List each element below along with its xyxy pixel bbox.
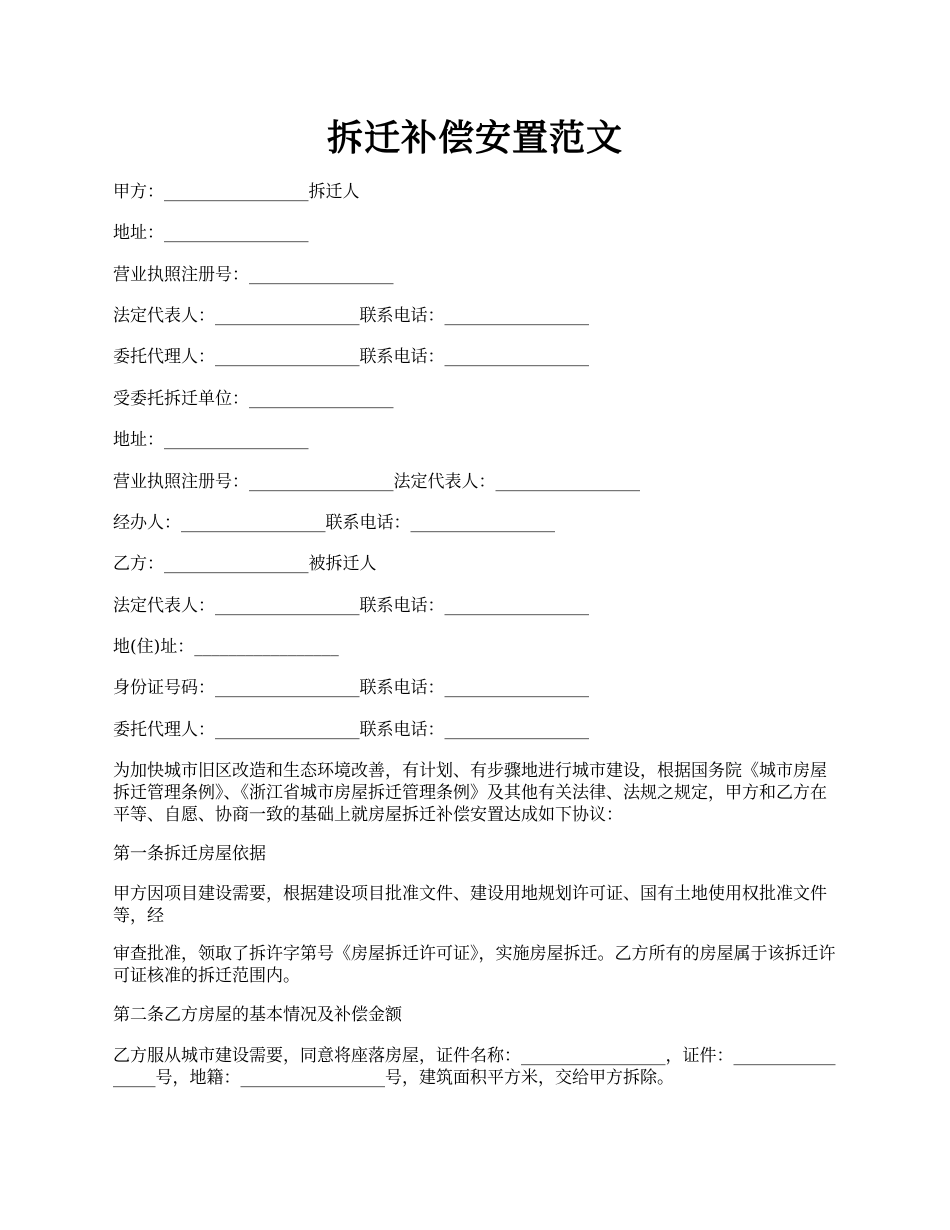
party-b-legal-rep-line: 法定代表人：_________________联系电话：_________________ xyxy=(113,596,589,616)
article-2-heading: 第二条乙方房屋的基本情况及补偿金额 xyxy=(113,1005,402,1025)
party-a-agent-line: 委托代理人：_________________联系电话：_________________ xyxy=(113,347,589,367)
party-a-line: 甲方：_________________拆迁人 xyxy=(113,182,360,202)
party-b-agent-line: 委托代理人：_________________联系电话：_________________ xyxy=(113,720,589,740)
party-a-legal-rep-line: 法定代表人：_________________联系电话：_________________ xyxy=(113,306,589,326)
entrusted-unit-line: 受委托拆迁单位：_________________ xyxy=(113,389,394,409)
handler-line: 经办人：_________________联系电话：_________________ xyxy=(113,513,555,533)
preamble-paragraph: 为加快城市旧区改造和生态环境改善，有计划、有步骤地进行城市建设，根据国务院《城市房屋拆迁管理条例》、《浙江省城市房屋拆迁管理条例》及其他有关法律、法规之规定，甲方和乙方在平等、自愿、协商一致的基础上就房屋拆迁补偿安置达成如下协议： xyxy=(113,761,827,825)
entrusted-unit-address-line: 地址：_________________ xyxy=(113,430,309,450)
article-1-heading: 第一条拆迁房屋依据 xyxy=(113,844,266,864)
party-a-license-line: 营业执照注册号：_________________ xyxy=(113,265,394,285)
party-b-id-line: 身份证号码：_________________联系电话：_________________ xyxy=(113,678,589,698)
article-1-paragraph-2: 审查批准，领取了拆许字第号《房屋拆迁许可证》，实施房屋拆迁。乙方所有的房屋属于该拆迁许可证核准的拆迁范围内。 xyxy=(113,944,836,986)
party-a-address-line: 地址：_________________ xyxy=(113,223,309,243)
article-2-paragraph-1: 乙方服从城市建设需要，同意将座落房屋，证件名称：_________________，证件：_________________号，地籍：_________________号，建筑面积平方米，交给甲方拆除。 xyxy=(113,1046,836,1088)
party-b-address-line: 地(住)址：_________________ xyxy=(113,637,339,657)
document-title: 拆迁补偿安置范文 xyxy=(326,117,623,159)
party-b-line: 乙方：_________________被拆迁人 xyxy=(113,554,377,574)
article-1-paragraph-1: 甲方因项目建设需要，根据建设项目批准文件、建设用地规划许可证、国有土地使用权批准文件等，经 xyxy=(113,884,827,926)
entrusted-unit-license-line: 营业执照注册号：_________________法定代表人：_________________ xyxy=(113,472,640,492)
